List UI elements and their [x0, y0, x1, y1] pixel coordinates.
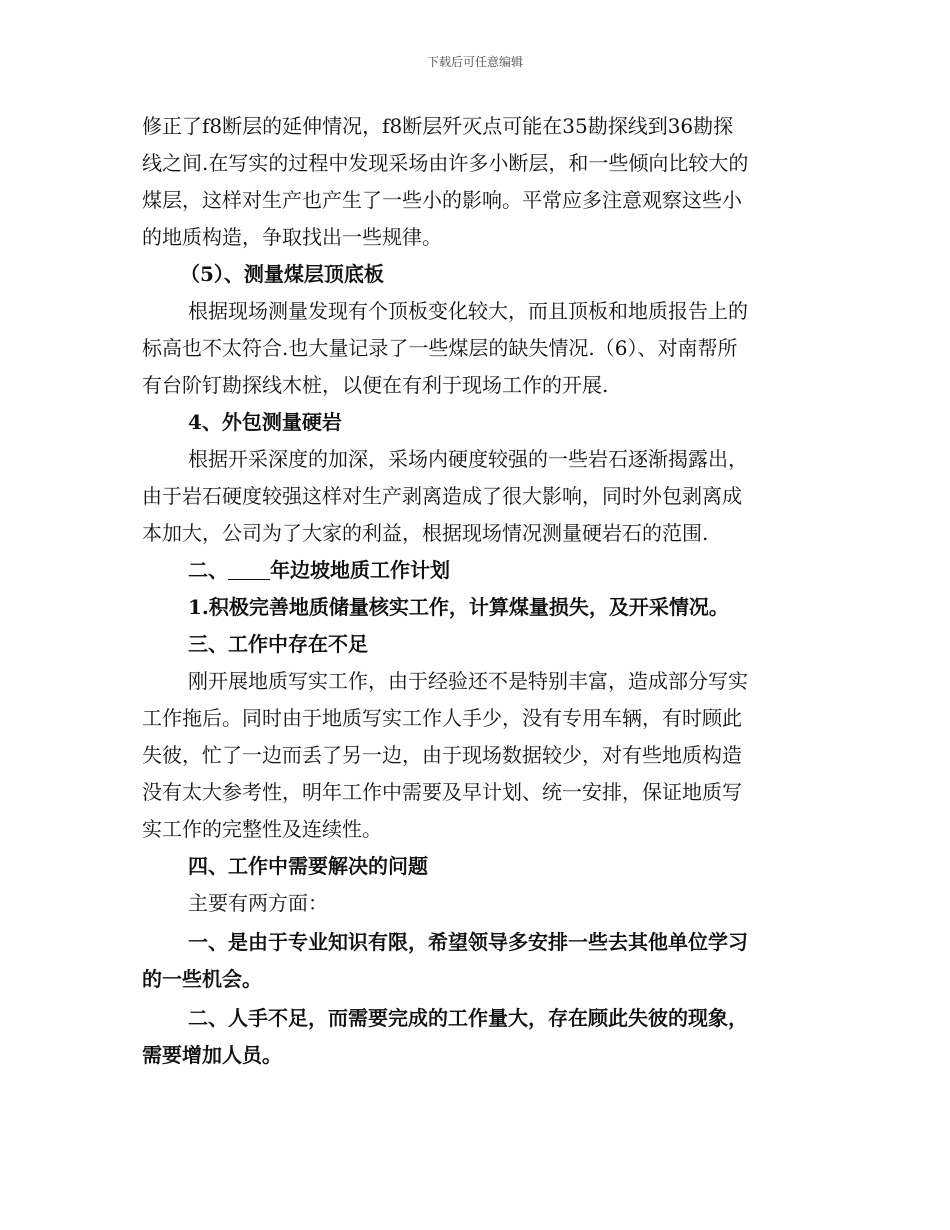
section-heading: 三、工作中存在不足 — [188, 632, 368, 656]
section-heading: 四、工作中需要解决的问题 — [188, 854, 428, 878]
blank-underline — [228, 559, 270, 580]
paragraph-line: 需要增加人员。 — [142, 1043, 282, 1067]
paragraph-line: 一、是由于专业知识有限，希望领导多安排一些去其他单位学习 — [188, 930, 748, 954]
paragraph-line: 修正了f8断层的延伸情况，f8断层歼灭点可能在35勘探线到36勘探 — [142, 114, 734, 138]
paragraph-line: 实工作的完整性及连续性。 — [142, 817, 382, 841]
paragraph-line: 标高也不太符合.也大量记录了一些煤层的缺失情况.（6）、对南帮所 — [142, 336, 738, 360]
page-header: 下载后可任意编辑 — [426, 55, 523, 69]
paragraph-line: 的一些机会。 — [142, 967, 262, 991]
heading-suffix: 年边坡地质工作计划 — [270, 558, 450, 582]
section-heading: 4、外包测量硬岩 — [188, 410, 342, 434]
paragraph-line: 煤层，这样对生产也产生了一些小的影响。平常应多注意观察这些小 — [142, 188, 742, 212]
paragraph-line: 二、人手不足，而需要完成的工作量大，存在顾此失彼的现象， — [188, 1006, 748, 1030]
section-heading: （5）、测量煤层顶底板 — [180, 262, 384, 286]
paragraph-line: 的地质构造，争取找出一些规律。 — [142, 225, 442, 249]
paragraph-line: 没有太大参考性，明年工作中需要及早计划、统一安排，保证地质写 — [142, 780, 742, 804]
paragraph-line: 线之间.在写实的过程中发现采场由许多小断层，和一些倾向比较大的 — [142, 151, 749, 175]
paragraph-line: 有台阶钉勘探线木桩，以便在有利于现场工作的开展. — [142, 373, 609, 397]
paragraph-line: 工作拖后。同时由于地质写实工作人手少，没有专用车辆，有时顾此 — [142, 706, 742, 730]
paragraph-line: 本加大，公司为了大家的利益，根据现场情况测量硬岩石的范围. — [142, 521, 709, 545]
plan-item: 1.积极完善地质储量核实工作，计算煤量损失，及开采情况。 — [188, 595, 729, 619]
heading-prefix: 二、 — [188, 558, 228, 582]
paragraph-line: 主要有两方面： — [188, 891, 328, 915]
paragraph-line: 失彼，忙了一边而丢了另一边，由于现场数据较少，对有些地质构造 — [142, 743, 742, 767]
paragraph-line: 根据开采深度的加深，采场内硬度较强的一些岩石逐渐揭露出， — [188, 447, 748, 471]
paragraph-line: 根据现场测量发现有个顶板变化较大，而且顶板和地质报告上的 — [188, 299, 748, 323]
paragraph-line: 由于岩石硬度较强这样对生产剥离造成了很大影响，同时外包剥离成 — [142, 484, 742, 508]
paragraph-line: 刚开展地质写实工作，由于经验还不是特别丰富，造成部分写实 — [188, 669, 748, 693]
section-heading — [188, 552, 450, 589]
